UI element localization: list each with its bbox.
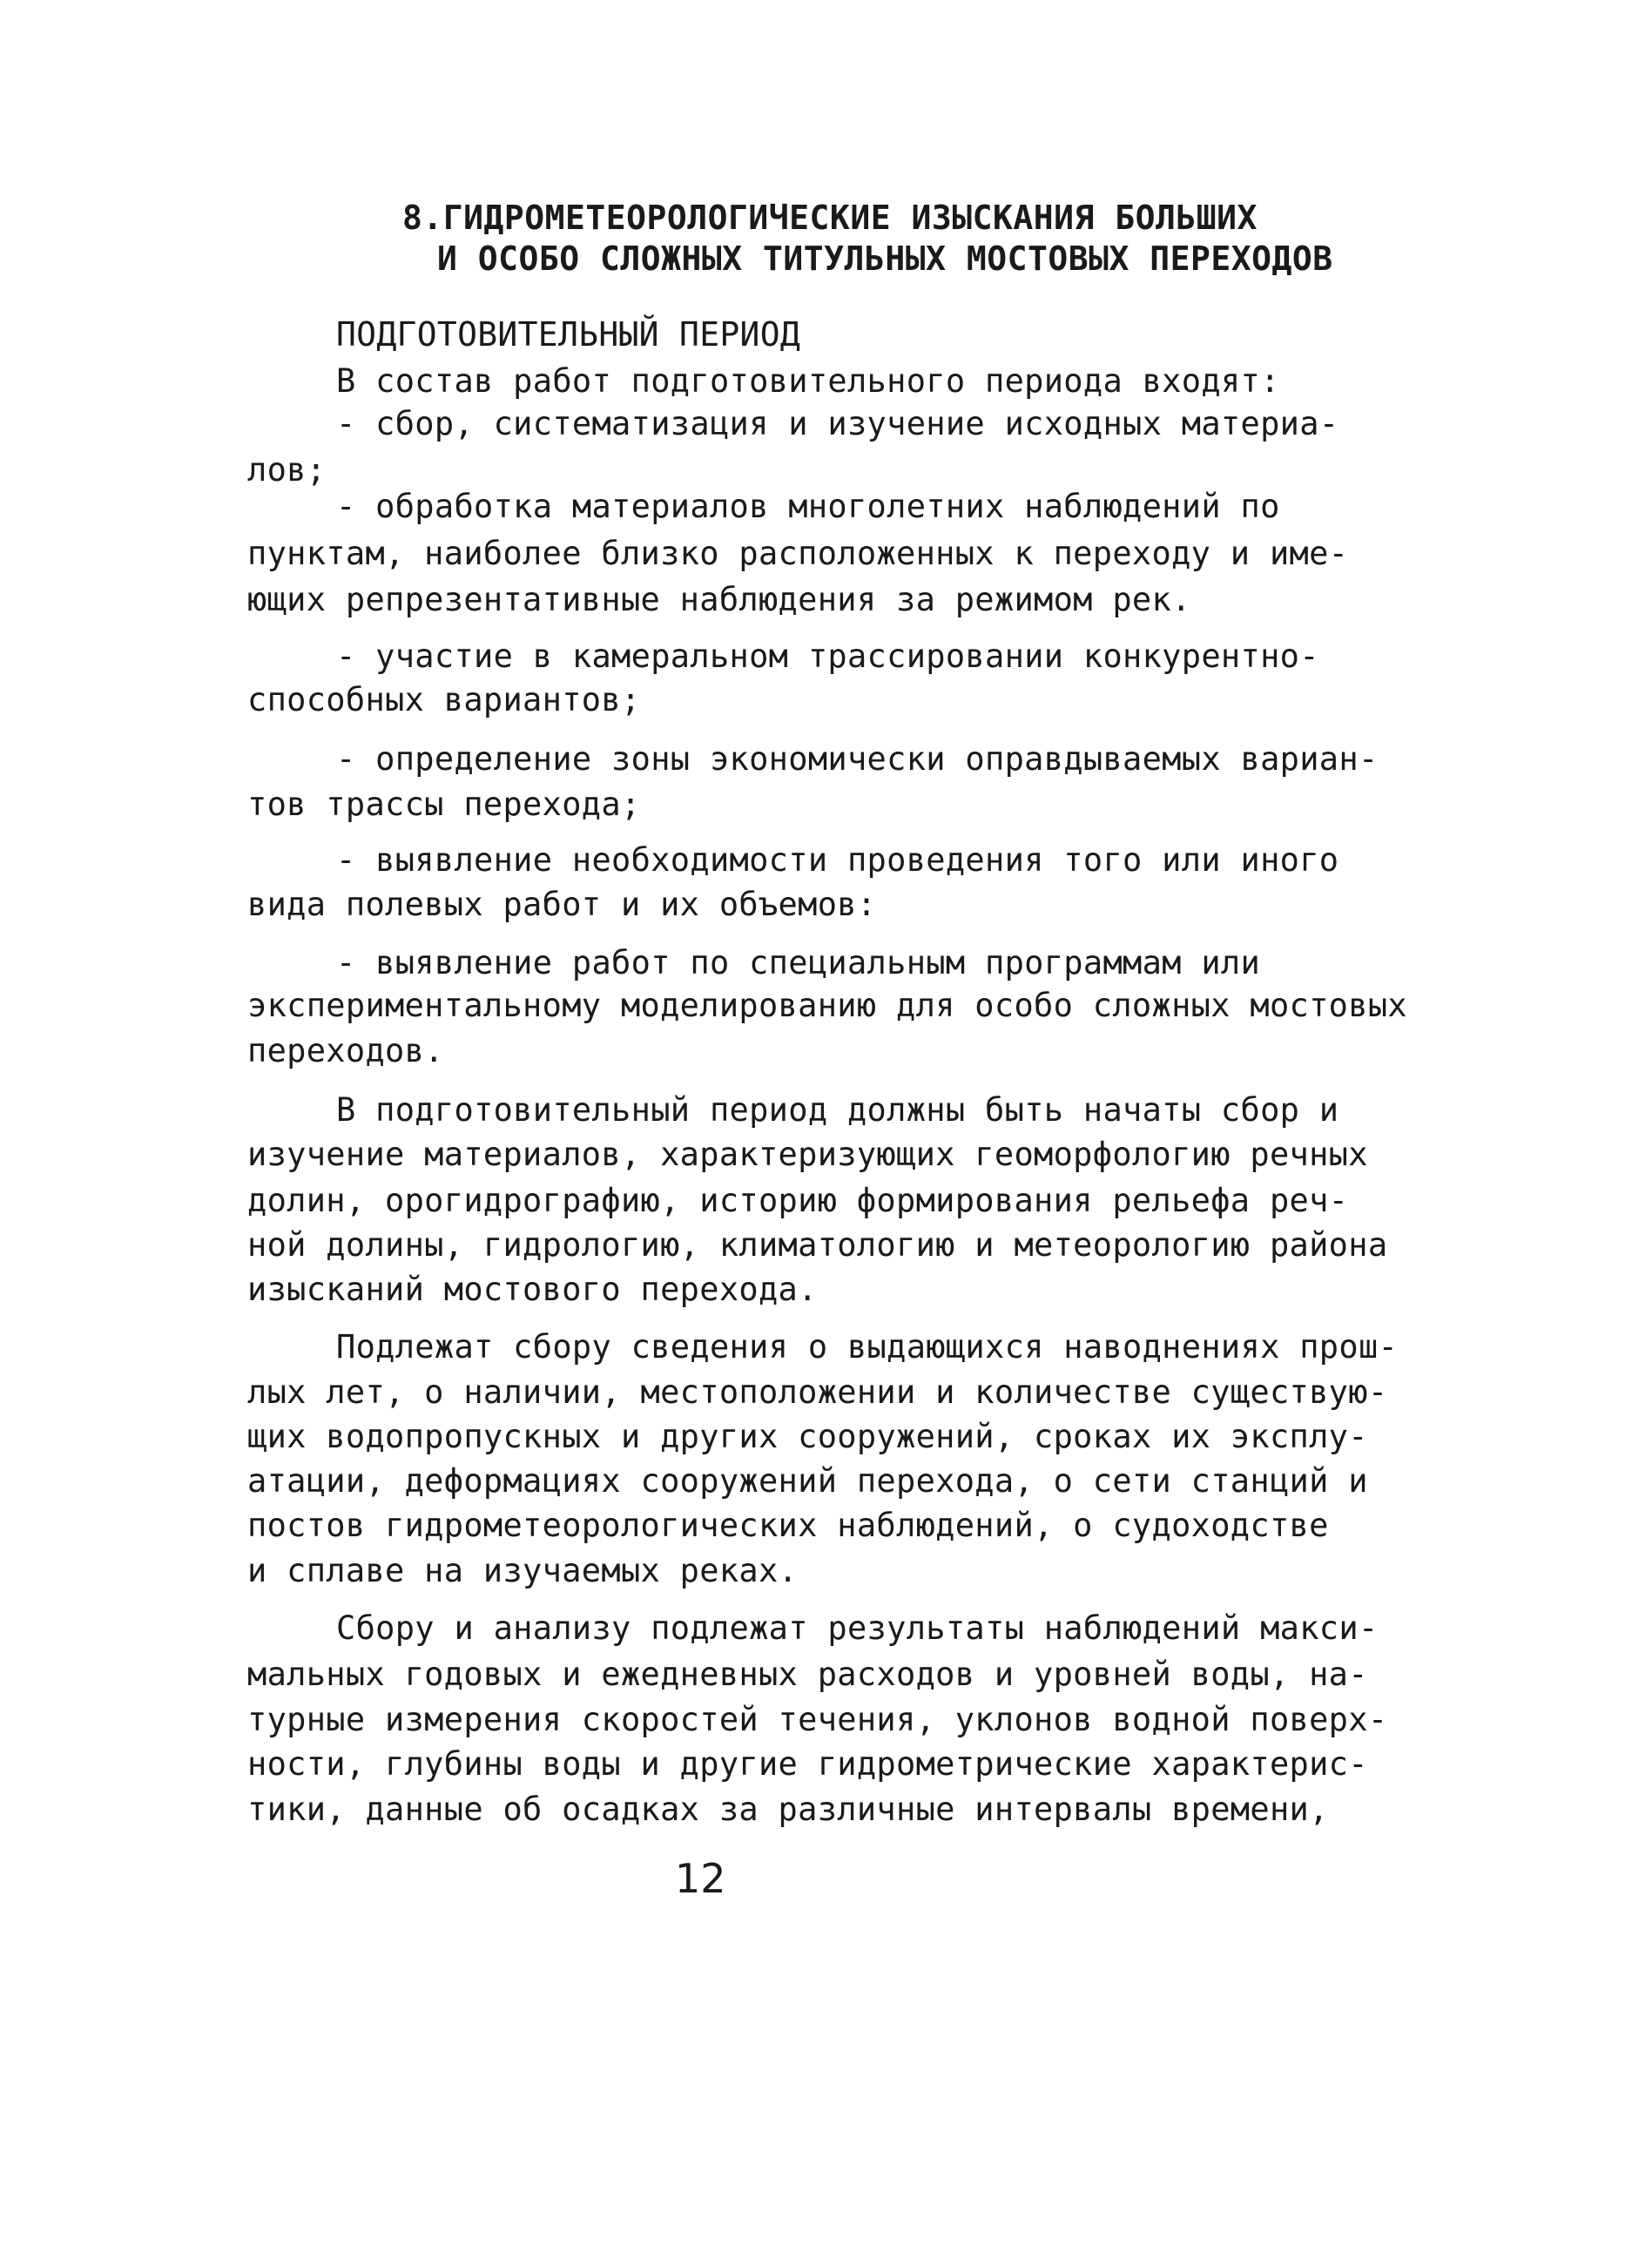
text-line: мальных годовых и ежедневных расходов и уровней воды, на- xyxy=(247,1656,1368,1693)
text-line: турные измерения скоростей течения, уклонов водной поверх- xyxy=(247,1701,1388,1738)
text-line: щих водопропускных и других сооружений, сроках их эксплу- xyxy=(247,1418,1368,1455)
text-line: тов трассы перехода; xyxy=(247,786,641,823)
text-line: атации, деформациях сооружений перехода, о сети станций и xyxy=(247,1462,1368,1500)
text-line: В состав работ подготовительного периода входят: xyxy=(336,362,1280,400)
text-line: тики, данные об осадках за различные интервалы времени, xyxy=(247,1791,1329,1828)
text-line: - выявление работ по специальным программам или xyxy=(336,944,1261,981)
document-title-line-2: И ОСОБО СЛОЖНЫХ ТИТУЛЬНЫХ МОСТОВЫХ ПЕРЕХОДОВ xyxy=(437,239,1333,278)
text-line: Подлежат сбору сведения о выдающихся наводнениях прош- xyxy=(336,1328,1399,1366)
text-line: лов; xyxy=(247,451,327,489)
text-line: - сбор, систематизация и изучение исходных материа- xyxy=(336,405,1339,442)
text-line: - определение зоны экономически оправдываемых вариан- xyxy=(336,740,1379,778)
text-line: вида полевых работ и их объемов: xyxy=(247,886,877,923)
text-line: изучение материалов, характеризующих геоморфологию речных xyxy=(247,1136,1368,1173)
document-title-line-1: 8.ГИДРОМЕТЕОРОЛОГИЧЕСКИЕ ИЗЫСКАНИЯ БОЛЬШИХ xyxy=(402,199,1258,237)
text-line: способных вариантов; xyxy=(247,681,641,718)
text-line: переходов. xyxy=(247,1032,444,1069)
text-line: пунктам, наиболее близко расположенных к переходу и име- xyxy=(247,535,1349,572)
text-line: и сплаве на изучаемых реках. xyxy=(247,1552,799,1589)
text-line: ющих репрезентативные наблюдения за режимом рек. xyxy=(247,581,1191,618)
text-line: экспериментальному моделированию для особо сложных мостовых xyxy=(247,987,1407,1024)
text-line: лых лет, о наличии, местоположении и количестве существую- xyxy=(247,1373,1388,1411)
section-heading: ПОДГОТОВИТЕЛЬНЫЙ ПЕРИОД xyxy=(336,315,801,354)
text-line: постов гидрометеорологических наблюдений, о судоходстве xyxy=(247,1507,1329,1544)
text-line: долин, орогидрографию, историю формирования рельефа реч- xyxy=(247,1182,1349,1219)
text-line: ности, глубины воды и другие гидрометрические характерис- xyxy=(247,1745,1368,1783)
text-line: - обработка материалов многолетних наблюдений по xyxy=(336,488,1280,525)
text-line: - участие в камеральном трассировании конкурентно- xyxy=(336,637,1319,675)
text-line: ной долины, гидрологию, климатологию и метеорологию района xyxy=(247,1226,1388,1264)
page-number: 12 xyxy=(675,1855,726,1902)
text-line: Сбору и анализу подлежат результаты наблюдений макси- xyxy=(336,1609,1379,1647)
text-line: изысканий мостового перехода. xyxy=(247,1271,818,1308)
text-line: - выявление необходимости проведения того или иного xyxy=(336,841,1339,879)
text-line: В подготовительный период должны быть начаты сбор и xyxy=(336,1091,1339,1129)
